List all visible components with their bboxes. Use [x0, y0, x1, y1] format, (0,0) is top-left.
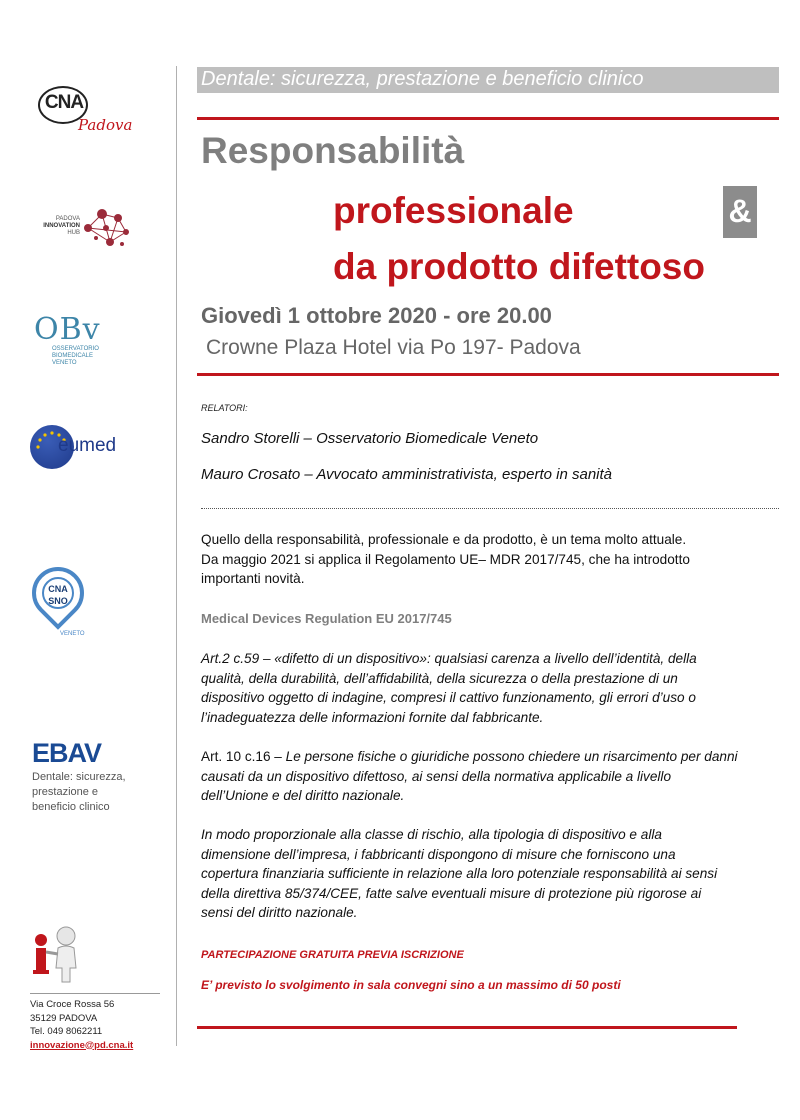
- art2-line: qualità, della durabilità, dell’affidabilità, della sicurezza o della prestazione di un: [201, 670, 678, 686]
- dotted-divider: [201, 508, 779, 509]
- art10-line: causati da un dispositivo difettoso, ai sensi della normativa applicabile a livello: [201, 768, 672, 784]
- art2-paragraph: [201, 649, 781, 727]
- obv-logo: [34, 312, 134, 372]
- art10-line: dell’Unione e del diritto nazionale.: [201, 788, 405, 804]
- intro-line: Da maggio 2021 si applica il Regolamento UE– MDR 2017/745, che ha introdotto: [201, 551, 690, 567]
- art2-line: l’inadeguatezza delle informazioni fornite dal fabbricante.: [201, 709, 544, 725]
- intro-line: importanti novità.: [201, 571, 305, 587]
- sno-badge: [42, 577, 74, 609]
- speaker-item: Sandro Storelli – Osservatorio Biomedicale Veneto: [201, 430, 539, 447]
- contact-city: 35129 PADOVA: [30, 1012, 98, 1024]
- red-divider-top: [197, 117, 779, 120]
- red-divider-middle: [197, 373, 779, 376]
- contact-block: [30, 998, 133, 1052]
- speakers-label: RELATORI:: [201, 403, 248, 413]
- contact-divider: [30, 993, 160, 994]
- ebav-logo: [32, 740, 142, 820]
- proportional-line: copertura finanziaria sufficiente in relazione alla loro potenziale responsabilità ai sensi: [201, 866, 718, 882]
- cna-logo-mark: CNA: [44, 92, 84, 113]
- pih-line2: INNOVATION: [43, 223, 80, 229]
- contact-email-link[interactable]: innovazione@pd.cna.it: [30, 1039, 134, 1051]
- network-icon: [80, 204, 132, 250]
- ebav-sub-line3: beneficio clinico: [32, 801, 110, 813]
- padova-innovation-hub-logo: [28, 204, 138, 254]
- cna-sno-logo: [30, 565, 100, 645]
- contact-phone: Tel. 049 8062211: [30, 1026, 103, 1037]
- registration-notice: PARTECIPAZIONE GRATUITA PREVIA ISCRIZIONE: [201, 949, 464, 961]
- banner-text: Dentale: sicurezza, prestazione e beneficio clinico: [201, 68, 644, 90]
- sno-logo-sub: VENETO: [60, 631, 85, 637]
- header-banner: [197, 67, 779, 93]
- ebav-sub-line1: Dentale: sicurezza,: [32, 771, 126, 783]
- intro-paragraph: [201, 530, 781, 589]
- red-divider-bottom: [197, 1026, 737, 1029]
- obv-line2: BIOMEDICALE: [52, 353, 94, 359]
- event-venue: Crowne Plaza Hotel via Po 197- Padova: [206, 336, 581, 359]
- proportional-line: sensi del diritto nazionale.: [201, 905, 358, 921]
- obv-logo-sub: [52, 346, 99, 367]
- proportional-line: In modo proporzionale alla classe di rischio, alla tipologia di dispositivo e alla: [201, 827, 662, 842]
- art10-line: [201, 747, 781, 767]
- pih-line1: PADOVA: [55, 216, 80, 222]
- sidebar-divider: [176, 66, 177, 1046]
- eumed-logo-mark: eumed: [58, 435, 117, 456]
- title-line1: Responsabilità: [201, 130, 465, 171]
- sno-inner-text: SNO: [48, 596, 68, 606]
- proportional-line: della direttiva 85/374/CEE, fatte salve eventuali misure di protezione più rigorose ai: [201, 885, 702, 901]
- pih-logo-text: [28, 216, 80, 237]
- contact-address: Via Croce Rossa 56: [30, 999, 115, 1010]
- obv-logo-mark: OBv: [34, 312, 101, 347]
- eumed-logo: [30, 425, 120, 475]
- capacity-notice: E’ previsto lo svolgimento in sala convegni sino a un massimo di 50 posti: [201, 978, 621, 992]
- obv-line3: VENETO: [52, 360, 77, 366]
- obv-line1: OSSERVATORIO: [52, 346, 99, 352]
- art2-line: Art.2 c.59 – «difetto di un dispositivo»: qualsiasi carenza a livello dell’identità, della: [201, 651, 697, 666]
- intro-line: Quello della responsabilità, professionale e da prodotto, è un tema molto attuale.: [201, 532, 687, 547]
- sno-mark: CNA: [48, 584, 68, 594]
- proportional-line: dimensione dell’impresa, i fabbricanti dispongono di misure che forniscono una: [201, 846, 676, 862]
- ebav-logo-mark: EBAV: [32, 738, 102, 768]
- pih-line3: HUB: [67, 230, 80, 236]
- speaker-item: Mauro Crosato – Avvocato amministrativista, esperto in sanità: [201, 466, 613, 483]
- art2-line: dispositivo oggetto di indagine, compresi il cattivo funzionamento, gli errori d’uso o: [201, 690, 696, 706]
- event-date: Giovedì 1 ottobre 2020 - ore 20.00: [201, 303, 552, 328]
- title-line3: da prodotto difettoso: [333, 246, 705, 287]
- cna-padova-logo: [30, 80, 133, 140]
- title-ampersand: &: [723, 186, 757, 238]
- cna-logo-sub: Padova: [78, 116, 133, 134]
- info-figure-icon: [32, 924, 92, 984]
- art10-reference: Art. 10 c.16 –: [201, 749, 286, 764]
- ebav-sub-line2: prestazione e: [32, 786, 99, 798]
- mdr-heading: Medical Devices Regulation EU 2017/745: [201, 611, 452, 626]
- ebav-logo-sub: [32, 770, 142, 815]
- art10-paragraph: [201, 747, 781, 806]
- proportional-paragraph: [201, 825, 781, 923]
- art10-text: Le persone fisiche o giuridiche possono chiedere un risarcimento per danni: [285, 749, 738, 764]
- title-line2: professionale: [333, 190, 574, 231]
